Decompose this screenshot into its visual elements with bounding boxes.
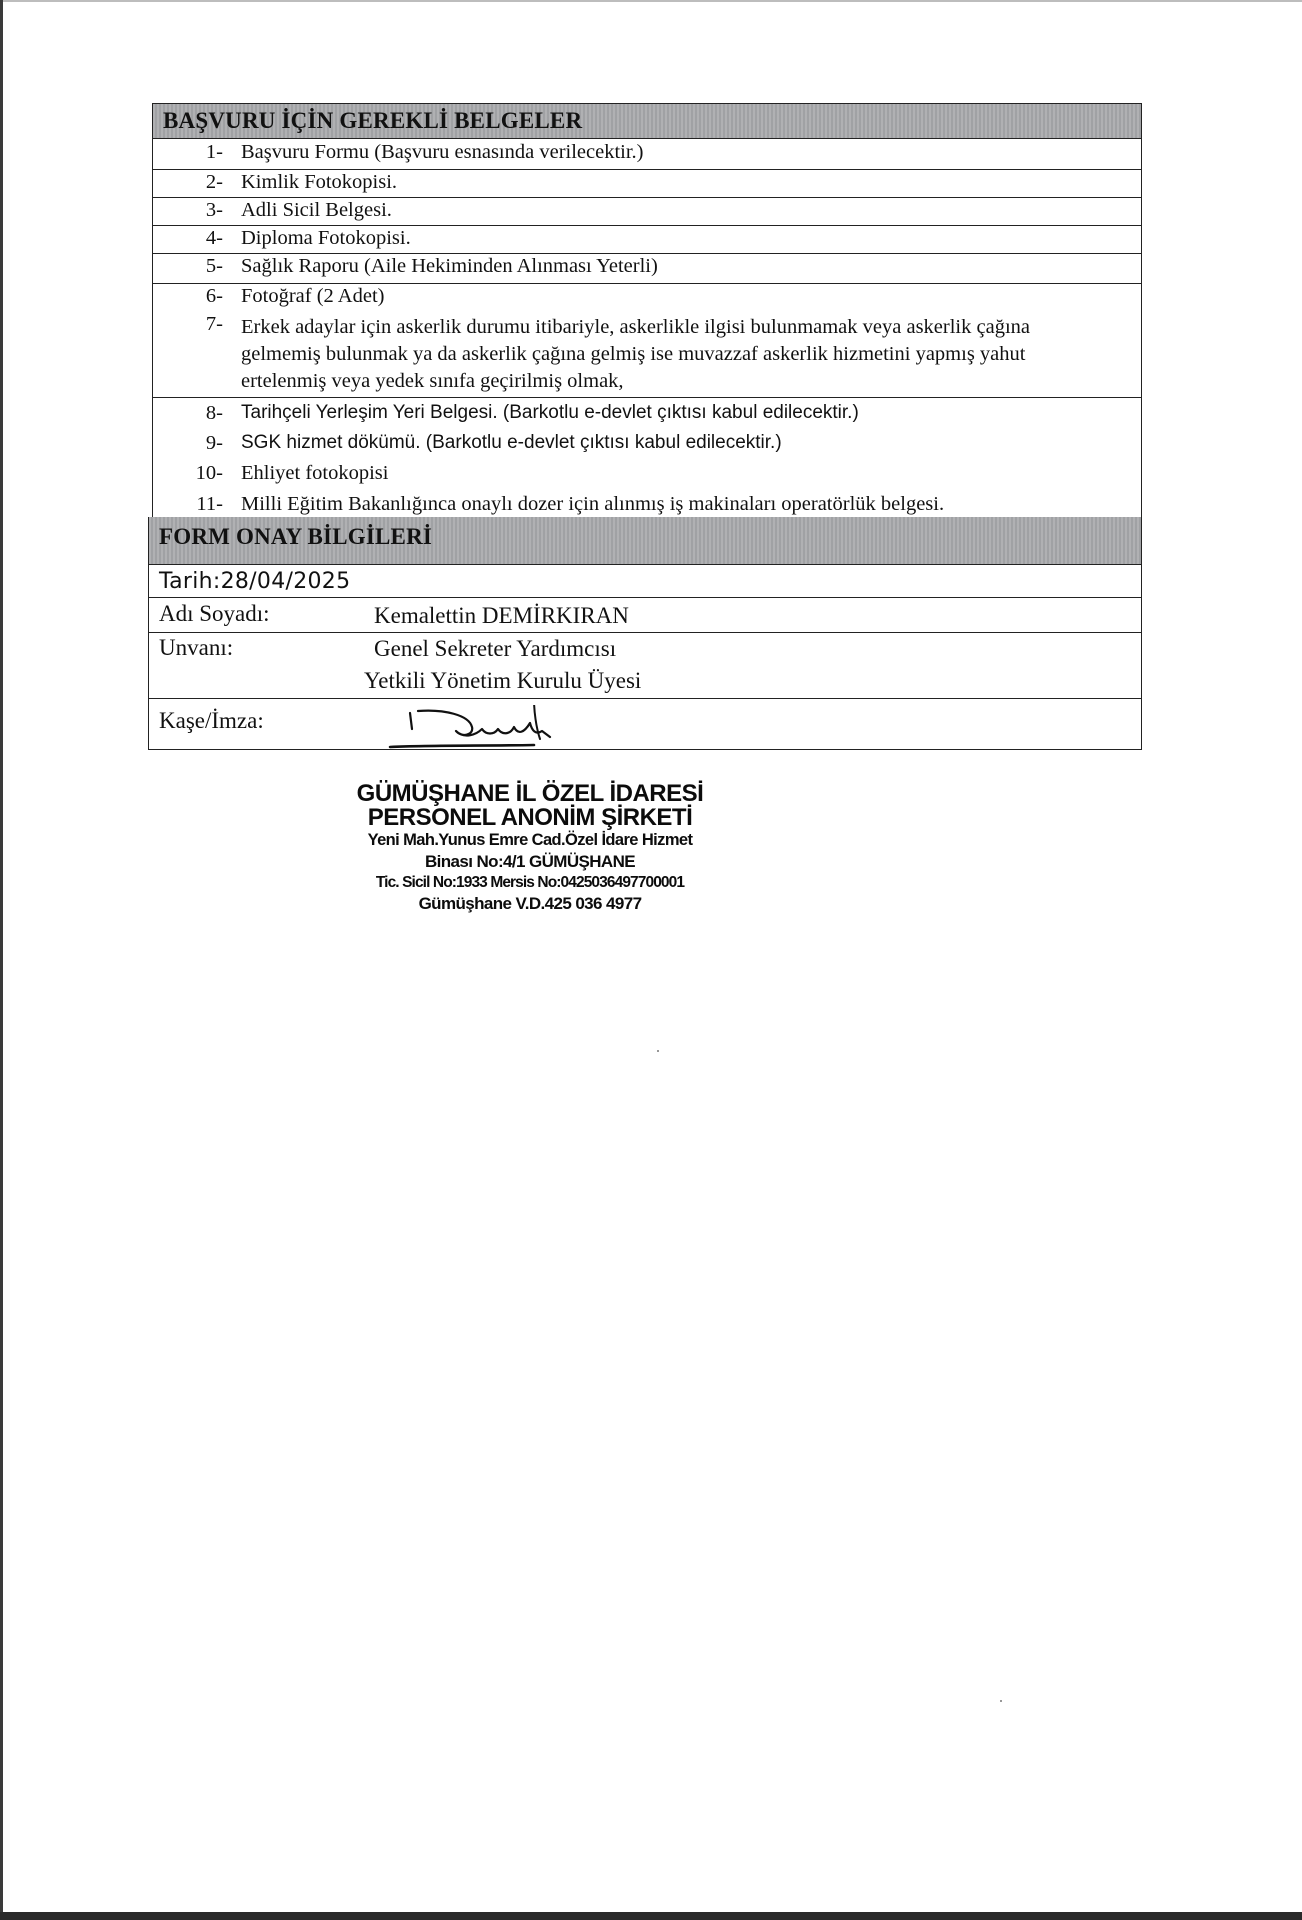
item-number: 9- bbox=[205, 432, 223, 454]
item-text: Diploma Fotokopisi. bbox=[241, 227, 411, 249]
stamp-line-6: Gümüşhane V.D.425 036 4977 bbox=[418, 894, 642, 913]
stamp-line-3: Yeni Mah.Yunus Emre Cad.Özel İdare Hizmet bbox=[367, 831, 693, 849]
scan-speck bbox=[1000, 1700, 1002, 1702]
scan-edge-bottom bbox=[0, 1912, 1302, 1920]
list-item bbox=[153, 198, 1141, 226]
stamp-line-1: GÜMÜŞHANE İL ÖZEL İDARESİ bbox=[356, 780, 704, 807]
list-item bbox=[153, 170, 1141, 198]
list-item bbox=[153, 254, 1141, 284]
item-text: Milli Eğitim Bakanlığınca onaylı dozer için alınmış iş makinaları operatörlük belgesi. bbox=[241, 493, 945, 515]
item-text: Başvuru Formu (Başvuru esnasında verilecektir.) bbox=[241, 141, 644, 163]
item-number: 4- bbox=[205, 227, 223, 249]
scan-speck bbox=[657, 1050, 659, 1052]
list-item bbox=[153, 226, 1141, 254]
title-value-line-1: Genel Sekreter Yardımcısı bbox=[374, 636, 617, 661]
item-text: SGK hizmet dökümü. (Barkotlu e-devlet çıktısı kabul edilecektir.) bbox=[241, 432, 782, 453]
item-number: 10- bbox=[195, 462, 223, 484]
stamp-signature-row bbox=[149, 699, 1141, 749]
item-text: Fotoğraf (2 Adet) bbox=[241, 285, 385, 307]
item-text: Erkek adaylar için askerlik durumu itibariyle, askerlikle ilgisi bulunmamak veya askerlik çağına gelmemiş bulunmak ya da askerlik çağına gelmiş ise muvazzaf askerlik hizmetini yapmış yahut ertelenmiş veya yedek sınıfa geçirilmiş olmak, bbox=[241, 316, 1030, 392]
item-number: 5- bbox=[205, 255, 223, 277]
list-item bbox=[153, 428, 1141, 458]
item-number: 11- bbox=[196, 493, 223, 515]
item-number: 2- bbox=[205, 171, 223, 193]
item-number: 6- bbox=[205, 285, 223, 307]
list-item bbox=[153, 284, 1141, 312]
stamp-line-5: Tic. Sicil No:1933 Mersis No:0425036497700001 bbox=[375, 874, 685, 891]
list-item bbox=[153, 312, 1141, 398]
list-item bbox=[153, 488, 1141, 518]
date-label: Tarih:28/04/2025 bbox=[159, 569, 351, 594]
list-item bbox=[153, 140, 1141, 170]
item-number: 1- bbox=[205, 141, 223, 163]
name-row bbox=[149, 598, 1141, 633]
item-text: Ehliyet fotokopisi bbox=[241, 462, 389, 484]
form-approval-heading: FORM ONAY BİLGİLERİ bbox=[149, 517, 1141, 565]
form-approval-table bbox=[148, 517, 1142, 750]
item-text: Tarihçeli Yerleşim Yeri Belgesi. (Barkotlu e-devlet çıktısı kabul edilecektir.) bbox=[241, 402, 859, 423]
scan-edge-top bbox=[0, 0, 1302, 2]
stamp-line-2: PERSONEL ANONİM ŞİRKETİ bbox=[367, 804, 693, 831]
required-documents-table bbox=[152, 103, 1142, 518]
item-number: 7- bbox=[205, 313, 223, 335]
required-documents-heading: BAŞVURU İÇİN GEREKLİ BELGELER bbox=[153, 104, 1141, 139]
list-item bbox=[153, 458, 1141, 488]
item-number: 3- bbox=[205, 199, 223, 221]
item-text: Sağlık Raporu (Aile Hekiminden Alınması Yeterli) bbox=[241, 255, 658, 277]
title-row bbox=[149, 633, 1141, 699]
title-value-line-2: Yetkili Yönetim Kurulu Üyesi bbox=[364, 668, 642, 693]
item-text: Adli Sicil Belgesi. bbox=[241, 199, 392, 221]
scan-edge-left bbox=[0, 0, 3, 1920]
item-text: Kimlik Fotokopisi. bbox=[241, 171, 398, 193]
stamp-signature-label: Kaşe/İmza: bbox=[159, 708, 264, 733]
stamp-line-4: Binası No:4/1 GÜMÜŞHANE bbox=[424, 852, 636, 871]
title-label: Unvanı: bbox=[159, 635, 234, 660]
company-stamp bbox=[340, 782, 720, 914]
name-value: Kemalettin DEMİRKIRAN bbox=[374, 603, 629, 628]
list-item bbox=[153, 398, 1141, 428]
date-row bbox=[149, 565, 1141, 598]
signature-icon bbox=[384, 705, 584, 753]
item-number: 8- bbox=[205, 402, 223, 424]
name-label: Adı Soyadı: bbox=[159, 601, 270, 626]
